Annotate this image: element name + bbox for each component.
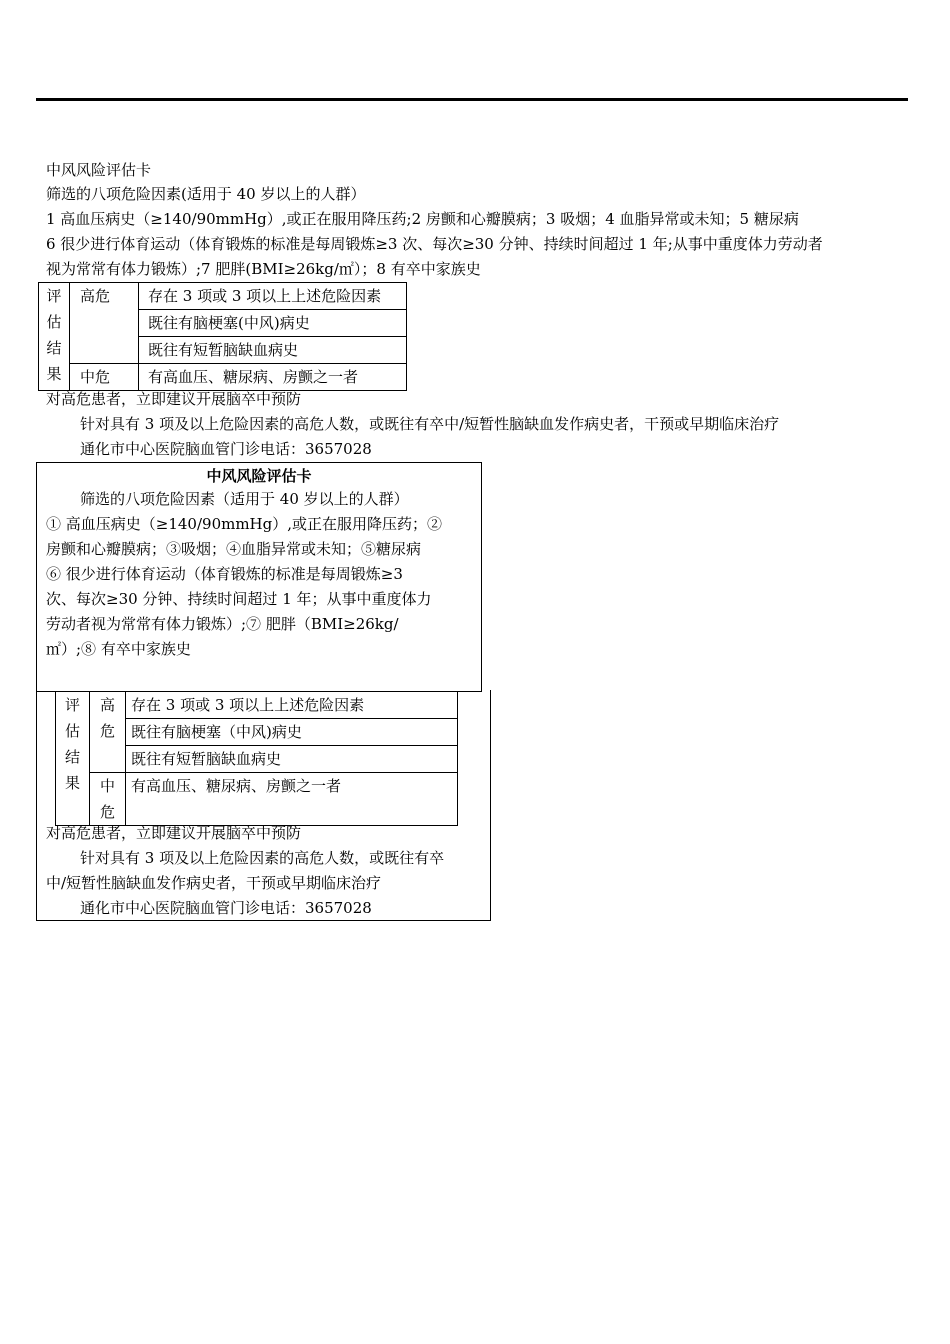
card-factor-line: 次、每次≥30 分钟、持续时间超过 1 年；从事中重度体力 xyxy=(46,590,432,608)
high-risk-item: 既往有短暂脑缺血病史 xyxy=(126,746,458,773)
mid-risk-label: 中危 xyxy=(70,364,139,391)
top-title: 中风风险评估卡 xyxy=(46,161,152,179)
high-risk-item: 既往有脑梗塞(中风)病史 xyxy=(139,310,407,337)
card-intervene-line: 中/短暂性脑缺血发作病史者，干预或早期临床治疗 xyxy=(46,874,382,892)
mid-risk-label: 中 危 xyxy=(90,773,126,826)
header-rule xyxy=(36,98,908,101)
mid-risk-item: 有高血压、糖尿病、房颤之一者 xyxy=(139,364,407,391)
assessment-result-header: 评 估 结 果 xyxy=(56,692,90,826)
card-factor-line: ⑥ 很少进行体育运动（体育锻炼的标准是每周锻炼≥3 xyxy=(46,565,403,583)
card-phone: 通化市中心医院脑血管门诊电话：3657028 xyxy=(80,899,372,917)
card-assessment-table xyxy=(55,691,458,826)
card-title: 中风风险评估卡 xyxy=(206,467,312,485)
mid-risk-item: 有高血压、糖尿病、房颤之一者 xyxy=(126,773,458,826)
high-risk-item: 既往有短暂脑缺血病史 xyxy=(139,337,407,364)
card-intervene-line: 针对具有 3 项及以上危险因素的高危人数，或既往有卒 xyxy=(80,849,445,867)
high-risk-label: 高 危 xyxy=(90,692,126,773)
top-intervene: 针对具有 3 项及以上危险因素的高危人数，或既往有卒中/短暂性脑缺血发作病史者，干预或早期临床治疗 xyxy=(80,415,780,433)
card-factor-line: 房颤和心瓣膜病；③吸烟；④血脂异常或未知；⑤糖尿病 xyxy=(46,540,422,558)
top-advice: 对高危患者，立即建议开展脑卒中预防 xyxy=(46,390,302,408)
high-risk-item: 既往有脑梗塞（中风)病史 xyxy=(126,719,458,746)
card-subtitle: 筛选的八项危险因素（适用于 40 岁以上的人群） xyxy=(80,490,409,508)
top-factors-line-2: 6 很少进行体育运动（体育锻炼的标准是每周锻炼≥3 次、每次≥30 分钟、持续时间超过 1 年;从事中重度体力劳动者 xyxy=(46,235,823,253)
top-factors-line-3: 视为常常有体力锻炼）;7 肥胖(BMI≥26kg/㎡）；8 有卒中家族史 xyxy=(46,260,481,278)
top-assessment-table xyxy=(38,282,407,391)
high-risk-item: 存在 3 项或 3 项以上上述危险因素 xyxy=(139,283,407,310)
high-risk-item: 存在 3 项或 3 项以上上述危险因素 xyxy=(126,692,458,719)
top-subtitle: 筛选的八项危险因素(适用于 40 岁以上的人群） xyxy=(46,185,366,203)
high-risk-label: 高危 xyxy=(70,283,139,364)
card-factor-line: 劳动者视为常常有体力锻炼）;⑦ 肥胖（BMI≥26kg/ xyxy=(46,615,399,633)
card-factor-line: ① 高血压病史（≥140/90mmHg）,或正在服用降压药；② xyxy=(46,515,443,533)
top-phone: 通化市中心医院脑血管门诊电话：3657028 xyxy=(80,440,372,458)
top-factors-line-1: 1 高血压病史（≥140/90mmHg）,或正在服用降压药;2 房颤和心瓣膜病；3 吸烟；4 血脂异常或未知；5 糖尿病 xyxy=(46,210,799,228)
card-advice: 对高危患者，立即建议开展脑卒中预防 xyxy=(46,824,302,842)
card-factor-line: ㎡）;⑧ 有卒中家族史 xyxy=(46,640,191,658)
assessment-result-header: 评 估 结 果 xyxy=(39,283,70,391)
